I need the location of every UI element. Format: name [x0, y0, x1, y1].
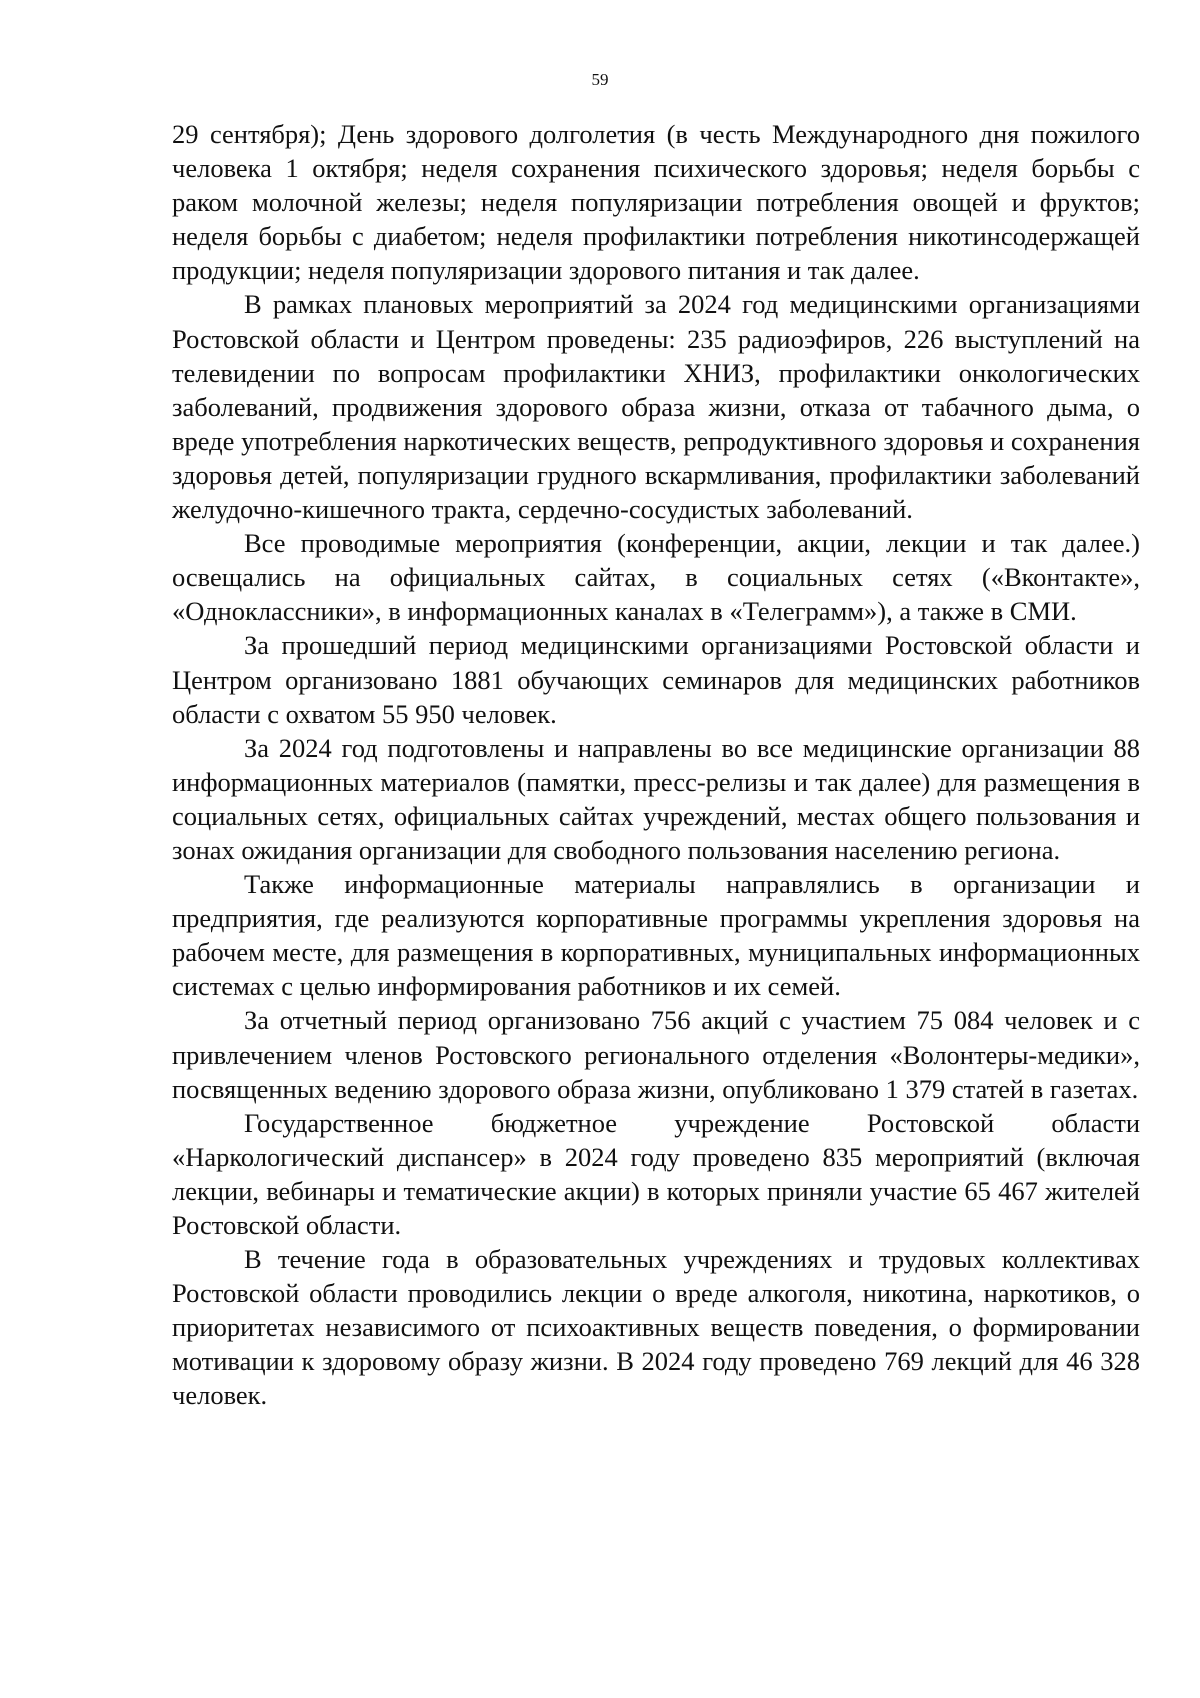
page-number: 59: [591, 70, 609, 89]
paragraph-lectures: В течение года в образовательных учреждениях и трудовых коллективах Ростовской области проводились лекции о вреде алкоголя, никотина, наркотиков, о приоритетах независимого от психоактивных веществ поведения, о формировании мотивации к здоровому образу жизни. В 2024 году проведено 769 лекций для 46 328 человек.: [172, 1244, 1140, 1411]
paragraph-information-materials: За 2024 год подготовлены и направлены во все медицинские организации 88 информационных материалов (памятки, пресс-релизы и так далее) для размещения в социальных сетях, официальных сайтах учреждений, местах общего пользования и зонах ожидания организации для свободного пользования населению региона.: [172, 732, 1140, 865]
document-body: [172, 117, 1140, 1413]
paragraph-planned-events: В рамках плановых мероприятий за 2024 год медицинскими организациями Ростовской области и Центром проведены: 235 радиоэфиров, 226 выступлений на телевидении по вопросам профилактики ХНИЗ, профилактики онкологических заболеваний, продвижения здорового образа жизни, отказа от табачного дыма, о вреде употребления наркотических веществ, репродуктивного здоровья и сохранения здоровья детей, популяризации грудного вскармливания, профилактики заболеваний желудочно-кишечного тракта, сердечно-сосудистых заболеваний.: [172, 289, 1140, 525]
paragraph-volunteer-actions: За отчетный период организовано 756 акций с участием 75 084 человек и с привлечением членов Ростовского регионального отделения «Волонтеры-медики», посвященных ведению здорового образа жизни, опубликовано 1 379 статей в газетах.: [172, 1005, 1140, 1104]
paragraph-narcology-dispensary: Государственное бюджетное учреждение Ростовской области «Наркологический диспансер» в 2024 году проведено 835 мероприятий (включая лекции, вебинары и тематические акции) в которых приняли участие 65 467 жителей Ростовской области.: [172, 1107, 1140, 1240]
paragraph-continuation: 29 сентября); День здорового долголетия (в честь Международного дня пожилого человека 1 октября; неделя сохранения психического здоровья; неделя борьбы с раком молочной железы; неделя популяризации потребления овощей и фруктов; неделя борьбы с диабетом; неделя профилактики потребления никотинсодержащей продукции; неделя популяризации здорового питания и так далее.: [172, 119, 1140, 286]
paragraph-media-coverage: Все проводимые мероприятия (конференции, акции, лекции и так далее.) освещались на официальных сайтах, в социальных сетях («Вконтакте», «Одноклассники», в информационных каналах в «Телеграмм»), а также в СМИ.: [172, 528, 1140, 627]
paragraph-corporate-programs: Также информационные материалы направлялись в организации и предприятия, где реализуются корпоративные программы укрепления здоровья на рабочем месте, для размещения в корпоративных, муниципальных информационных системах с целью информирования работников и их семей.: [172, 869, 1140, 1002]
paragraph-training-seminars: За прошедший период медицинскими организациями Ростовской области и Центром организовано 1881 обучающих семинаров для медицинских работников области с охватом 55 950 человек.: [172, 630, 1140, 729]
